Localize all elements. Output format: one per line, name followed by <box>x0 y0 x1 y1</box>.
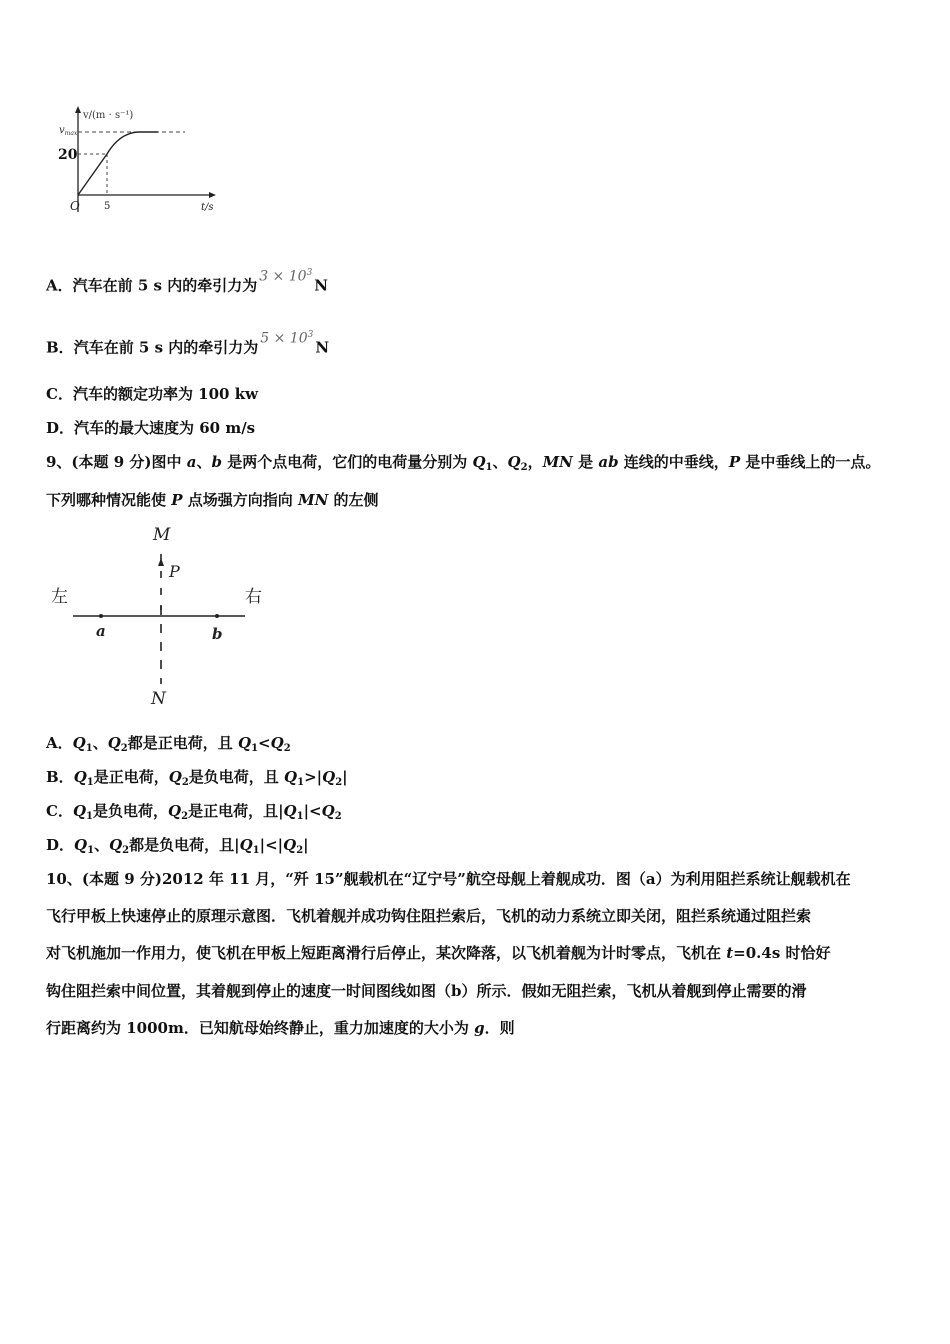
charge-b-point <box>215 614 219 618</box>
label-left: 左 <box>51 587 68 607</box>
charge-a-point <box>99 614 103 618</box>
q9-stem-line2: 下列哪种情况能使 P 点场强方向指向 MN 的左侧 <box>46 491 379 509</box>
option-letter: D． <box>46 419 75 437</box>
q9-option-a: A．$Q_1$、$Q_2$都是正电荷，且 $Q_1<Q_2$ <box>46 734 291 754</box>
label-N: N <box>151 689 166 709</box>
origin-label: O <box>70 199 80 213</box>
option-letter: C． <box>46 385 73 403</box>
q10-line1: 10、(本题 9 分)2012 年 11 月，“歼 15”舰载机在“辽宁号”航空母舰上着舰成功．图（a）为利用阻拦系统让舰载机在 <box>46 870 851 888</box>
charge-figure <box>45 520 285 710</box>
q9-option-b: B．$Q_1$是正电荷，$Q_2$是负电荷，且 $Q_1>|Q_2|$ <box>46 768 348 788</box>
unit: N <box>314 276 329 295</box>
q8-option-b <box>46 330 330 359</box>
option-text: 汽车的最大速度为 60 m/s <box>74 419 256 437</box>
q8-option-c <box>46 384 258 404</box>
q8-option-a <box>46 268 329 297</box>
q10-line2: 飞行甲板上快速停止的原理示意图．飞机着舰并成功钩住阻拦索后，飞机的动力系统立即关闭，阻拦系统通过阻拦索 <box>46 907 812 925</box>
label-M: M <box>153 525 171 545</box>
option-text: 汽车的额定功率为 100 kw <box>72 385 259 403</box>
y-tick-label: 20 <box>58 147 78 163</box>
option-letter: A． <box>46 276 73 295</box>
label-a: a <box>96 622 106 640</box>
velocity-time-graph <box>50 102 250 222</box>
vmax-label: $v_{max}$ <box>59 125 78 137</box>
unit: N <box>315 338 330 357</box>
y-axis-arrow <box>75 106 81 113</box>
label-P: P <box>169 562 180 581</box>
q10-line5: 行距离约为 1000m．已知航母始终静止，重力加速度的大小为 g．则 <box>46 1019 515 1037</box>
q9-option-c: C．$Q_1$是负电荷，$Q_2$是正电荷，且$|Q_1|<Q_2$ <box>46 802 342 822</box>
x-axis-label: t/s <box>201 202 214 213</box>
option-text: 汽车在前 5 s 内的牵引力为 <box>72 276 258 295</box>
q9-option-d: D．$Q_1$、$Q_2$都是负电荷，且$|Q_1|<|Q_2|$ <box>46 836 309 856</box>
math-expression: $5 \times 10^3$ <box>260 330 314 347</box>
option-letter: B． <box>46 338 74 357</box>
q10-line4: 钩住阻拦索中间位置，其着舰到停止的速度一时间图线如图（b）所示．假如无阻拦索，飞机从着舰到停止需要的滑 <box>46 982 807 1000</box>
math-expression: $3 \times 10^3$ <box>259 268 313 285</box>
x-tick-label: 5 <box>104 201 111 212</box>
q10-line3: 对飞机施加一作用力，使飞机在甲板上短距离滑行后停止，某次降落，以飞机着舰为计时零点，飞机在 t=0.4s 时恰好 <box>46 944 831 962</box>
label-b: b <box>212 625 223 643</box>
y-axis-label: v/(m · s⁻¹) <box>83 110 134 121</box>
q8-option-d <box>46 418 255 438</box>
x-axis-arrow <box>209 192 216 198</box>
label-right: 右 <box>245 587 262 607</box>
q9-stem-line1: 9、(本题 9 分)图中 a、b 是两个点电荷，它们的电荷量分别为 $Q_1$、$Q_2$，MN 是 ab 连线的中垂线，P 是中垂线上的一点。 <box>46 453 881 473</box>
bisector-arrow <box>158 558 164 566</box>
option-text: 汽车在前 5 s 内的牵引力为 <box>73 338 259 357</box>
velocity-curve <box>78 132 158 195</box>
